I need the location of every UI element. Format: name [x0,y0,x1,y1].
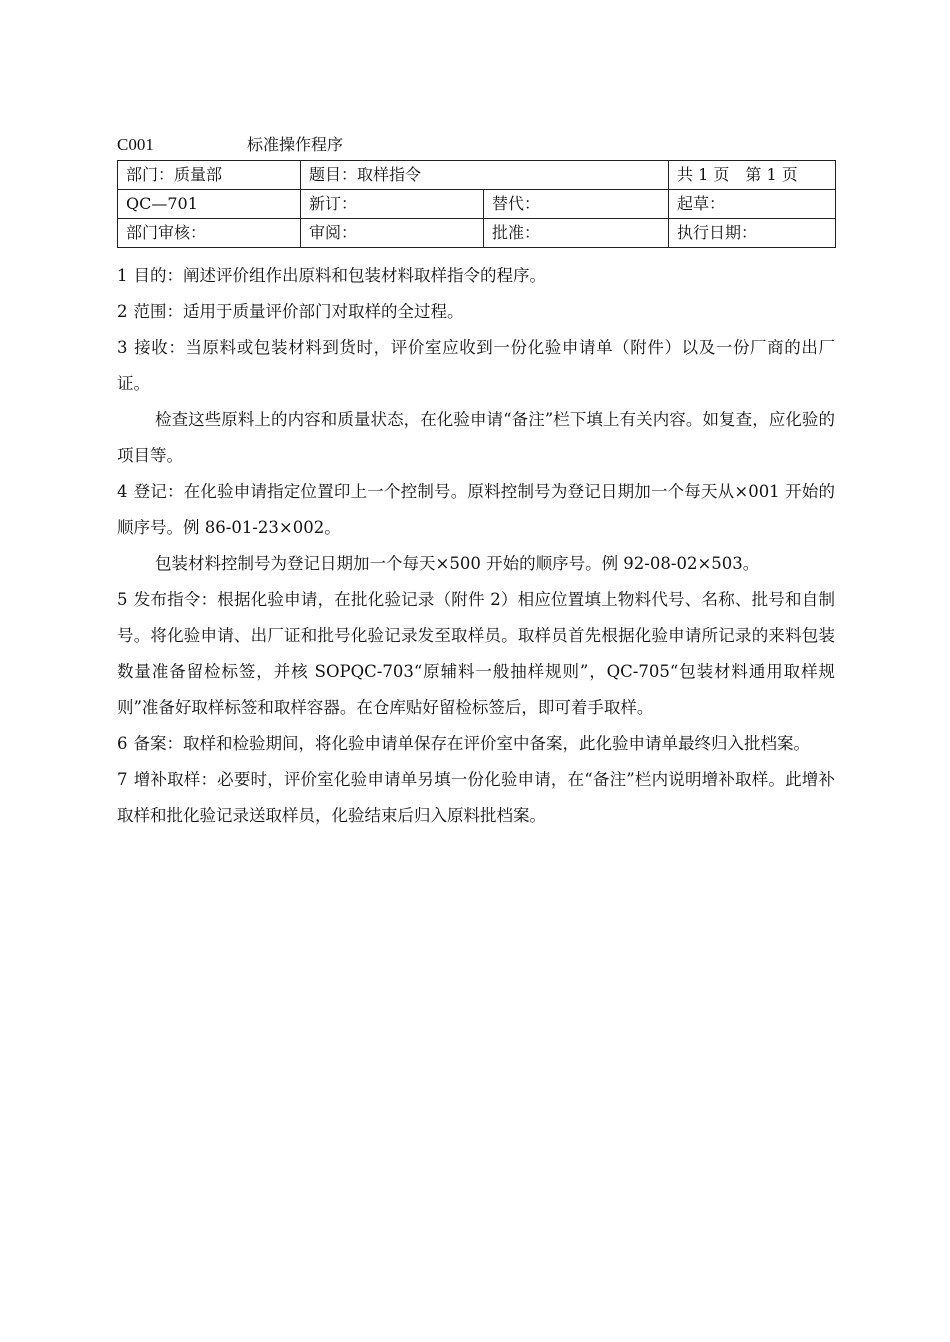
section-number: 7 [117,770,128,789]
section-text: 目的：阐述评价组作出原料和包装材料取样指令的程序。 [133,266,546,285]
document-header [117,132,835,160]
table-row [118,219,836,248]
section-number: 2 [117,302,128,321]
section-number: 1 [117,266,128,285]
replaces-cell: 替代： [484,190,669,219]
reviewed-cell: 审阅： [301,219,484,248]
document-code: C001 [117,135,154,154]
document-info-table [117,160,836,248]
document-type: 标准操作程序 [247,135,344,154]
section-text: 包装材料控制号为登记日期加一个每天×500 开始的顺序号。例 92-08-02×503。 [155,554,760,573]
document-body [117,258,835,834]
section-text: 接收：当原料或包装材料到货时，评价室应收到一份化验申请单（附件）以及一份厂商的出厂证。 [117,338,835,393]
section-text: 范围：适用于质量评价部门对取样的全过程。 [133,302,464,321]
section-text: 检查这些原料上的内容和质量状态，在化验申请“备注”栏下填上有关内容。如复查，应化验的项目等。 [117,410,835,465]
section-number: 5 [117,590,128,609]
section-number: 4 [117,482,128,501]
table-row [118,161,836,190]
section-paragraph [117,474,835,546]
pages-cell: 共 1 页 第 1 页 [669,161,836,190]
subject-cell: 题目：取样指令 [301,161,669,190]
section-paragraph [117,546,835,582]
section-paragraph [117,726,835,762]
drafted-cell: 起草： [669,190,836,219]
section-paragraph [117,258,835,294]
effective-date-cell: 执行日期： [669,219,836,248]
section-number: 3 [117,338,128,357]
section-paragraph [117,402,835,474]
revision-cell: 新订： [301,190,484,219]
section-paragraph [117,582,835,726]
document-page [117,132,835,834]
section-text: 备案：取样和检验期间，将化验申请单保存在评价室中备案，此化验申请单最终归入批档案。 [133,734,810,753]
dept-review-cell: 部门审核： [118,219,301,248]
approved-cell: 批准： [484,219,669,248]
section-number: 6 [117,734,128,753]
section-paragraph [117,330,835,402]
section-paragraph [117,762,835,834]
section-text: 登记：在化验申请指定位置印上一个控制号。原料控制号为登记日期加一个每天从×001 开始的顺序号。例 86-01-23×002。 [117,482,835,537]
table-row [118,190,836,219]
section-text: 发布指令：根据化验申请，在批化验记录（附件 2）相应位置填上物料代号、名称、批号和自制号。将化验申请、出厂证和批号化验记录发至取样员。取样员首先根据化验申请所记录的来料包装数量准备留检标签，并核 SOPQC-703“原辅料一般抽样规则”，QC-705“包装材料通用取样规则”准备好取样标签和取样容器。在仓库贴好留检标签后，即可着手取样。 [117,590,835,717]
department-cell: 部门：质量部 [118,161,301,190]
doc-number-cell: QC—701 [118,190,301,219]
section-paragraph [117,294,835,330]
section-text: 增补取样：必要时，评价室化验申请单另填一份化验申请，在“备注”栏内说明增补取样。此增补取样和批化验记录送取样员，化验结束后归入原料批档案。 [117,770,835,825]
